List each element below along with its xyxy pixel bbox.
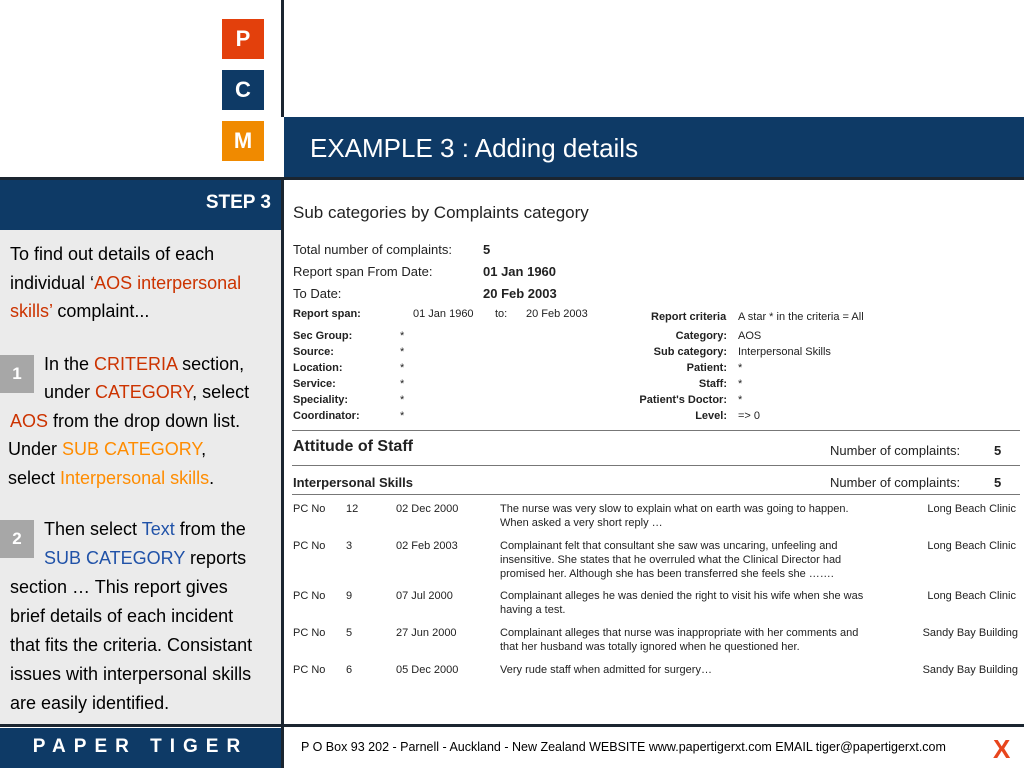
row-text-1: The nurse was very slow to explain what on earth was going to happen. <box>500 503 849 515</box>
intro-text <box>10 240 272 326</box>
row-date: 07 Jul 2000 <box>396 590 453 602</box>
step-bar <box>0 180 281 230</box>
row-pc-label: PC No <box>293 590 326 602</box>
row-location: Long Beach Clinic <box>927 590 1016 602</box>
divider-vertical-top <box>281 0 284 117</box>
summary-label-to: To Date: <box>293 286 342 301</box>
report-span-to-label: to: <box>495 308 508 320</box>
subcategory-heading: Interpersonal Skills <box>293 475 413 490</box>
criteria-speciality-label: Speciality: <box>293 394 349 406</box>
criteria-service-label: Service: <box>293 378 336 390</box>
row-text-1: Very rude staff when admitted for surgery… <box>500 664 712 676</box>
criteria-location-value: * <box>400 362 405 374</box>
criteria-category-value: AOS <box>738 330 762 342</box>
row-pc-label: PC No <box>293 503 326 515</box>
row-number: 3 <box>346 540 353 552</box>
summary-value-total: 5 <box>483 242 491 257</box>
summary-value-to: 20 Feb 2003 <box>483 286 557 301</box>
sub-category-highlight: SUB CATEGORY <box>62 439 202 459</box>
step-1-line-3: AOS from the drop down list. <box>10 411 241 431</box>
criteria-coordinator-value: * <box>400 410 405 422</box>
step-2-line-6: issues with interpersonal skills <box>10 664 252 684</box>
footer-contact-info: P O Box 93 202 - Parnell - Auckland - New Zealand WEBSITE www.papertigerxt.com EMAIL tiger@papertigerxt.com <box>301 740 946 754</box>
criteria-sub-category-value: Interpersonal Skills <box>738 346 831 358</box>
category-count-label: Number of complaints: <box>830 443 961 458</box>
summary-value-from: 01 Jan 1960 <box>483 264 557 279</box>
row-text-2: that her husband was totally ignored when he questioned her. <box>500 641 800 653</box>
row-text-2: having a test. <box>500 604 566 616</box>
row-location: Sandy Bay Building <box>922 664 1018 676</box>
row-location: Long Beach Clinic <box>927 540 1016 552</box>
logo-letter-m: M <box>222 121 264 161</box>
aos-highlight: AOS <box>10 411 49 431</box>
criteria-source-label: Source: <box>293 346 334 358</box>
row-number: 5 <box>346 627 353 639</box>
report-span-to: 20 Feb 2003 <box>526 308 588 320</box>
step-1-badge: 1 <box>0 355 34 393</box>
category-highlight: CATEGORY <box>95 382 193 402</box>
criteria-patient-label: Patient: <box>686 362 727 374</box>
step-label: STEP 3 <box>205 192 271 213</box>
brand-x-icon: X <box>993 734 1011 764</box>
criteria-staff-value: * <box>738 378 743 390</box>
page-title: EXAMPLE 3 : Adding details <box>310 133 639 163</box>
row-number: 9 <box>346 590 353 602</box>
row-pc-label: PC No <box>293 540 326 552</box>
criteria-patients-doctor-label: Patient's Doctor: <box>639 394 727 406</box>
step-2-badge: 2 <box>0 520 34 558</box>
divider-horizontal-bottom <box>0 724 1024 727</box>
row-text-2: insensitive. She states that he overruled what the Clinical Director had <box>500 554 842 566</box>
row-date: 02 Feb 2003 <box>396 540 458 552</box>
step-1-line-4: Under SUB CATEGORY, <box>8 439 207 459</box>
criteria-service-value: * <box>400 378 405 390</box>
report-title: Sub categories by Complaints category <box>293 203 589 222</box>
step-1-line-5: select Interpersonal skills. <box>8 468 215 488</box>
step-1-line-1: In the CRITERIA section, <box>44 354 245 374</box>
row-text-3: promised her. Although she has been transferred she feels she ……. <box>500 568 834 580</box>
criteria-coordinator-label: Coordinator: <box>293 410 360 422</box>
step-2-line-5: that fits the criteria. Consistant <box>10 635 253 655</box>
category-count: 5 <box>994 443 1002 458</box>
summary-label-from: Report span From Date: <box>293 264 433 279</box>
criteria-source-value: * <box>400 346 405 358</box>
row-date: 02 Dec 2000 <box>396 503 459 515</box>
logo-letter-p: P <box>222 19 264 59</box>
intro-highlight: AOS interpersonal skills’ <box>10 272 242 321</box>
footer-brand: PAPER TIGER <box>32 736 249 757</box>
row-text-1: Complainant felt that consultant she saw was uncaring, unfeeling and <box>500 540 838 552</box>
logo-letter-c: C <box>222 70 264 110</box>
criteria-sec-group-label: Sec Group: <box>293 330 353 342</box>
step-2-line-1: Then select Text from the <box>44 519 246 539</box>
report-criteria-note: A star * in the criteria = All <box>738 311 864 323</box>
report-criteria-label: Report criteria <box>651 311 727 323</box>
row-text-1: Complainant alleges he was denied the right to visit his wife when she was <box>500 590 864 602</box>
row-location: Sandy Bay Building <box>922 627 1018 639</box>
report-span-from: 01 Jan 1960 <box>413 308 474 320</box>
row-pc-label: PC No <box>293 664 326 676</box>
row-text-2: When asked a very short reply … <box>500 517 663 529</box>
row-location: Long Beach Clinic <box>927 503 1016 515</box>
criteria-speciality-value: * <box>400 394 405 406</box>
row-number: 6 <box>346 664 353 676</box>
step-2-line-2: SUB CATEGORY reports <box>44 548 247 568</box>
divider-vertical <box>281 177 284 768</box>
criteria-patient-value: * <box>738 362 743 374</box>
criteria-highlight: CRITERIA <box>94 354 178 374</box>
interpersonal-skills-highlight: Interpersonal skills <box>60 468 210 488</box>
criteria-category-label: Category: <box>675 330 727 342</box>
category-heading: Attitude of Staff <box>293 438 413 455</box>
summary-label-total: Total number of complaints: <box>293 242 452 257</box>
row-pc-label: PC No <box>293 627 326 639</box>
subcategory-count: 5 <box>994 475 1002 490</box>
intro-post: complaint... <box>52 301 150 321</box>
criteria-level-label: Level: <box>695 410 727 422</box>
intro-pre: To find out details of each individual ‘ <box>10 244 215 293</box>
step-1-line-2: under CATEGORY, select <box>44 382 250 402</box>
step-2-line-4: brief details of each incident <box>10 606 234 626</box>
report-span-label: Report span: <box>293 308 361 320</box>
step-2-line-3: section … This report gives <box>10 577 228 597</box>
criteria-sub-category-label: Sub category: <box>653 346 727 358</box>
report-rule-2 <box>292 465 1020 466</box>
row-date: 27 Jun 2000 <box>396 627 457 639</box>
report-rule-3 <box>292 494 1020 495</box>
criteria-patients-doctor-value: * <box>738 394 743 406</box>
row-date: 05 Dec 2000 <box>396 664 459 676</box>
subcategory-count-label: Number of complaints: <box>830 475 961 490</box>
criteria-location-label: Location: <box>293 362 343 374</box>
row-text-1: Complainant alleges that nurse was inappropriate with her comments and <box>500 627 859 639</box>
report-rule-1 <box>292 430 1020 431</box>
row-number: 12 <box>346 503 359 515</box>
criteria-sec-group-value: * <box>400 330 405 342</box>
criteria-level-value: => 0 <box>738 410 761 422</box>
step-2-line-7: are easily identified. <box>10 693 170 713</box>
criteria-staff-label: Staff: <box>698 378 727 390</box>
text-highlight: Text <box>141 519 175 539</box>
sub-category-reports-highlight: SUB CATEGORY <box>44 548 186 568</box>
